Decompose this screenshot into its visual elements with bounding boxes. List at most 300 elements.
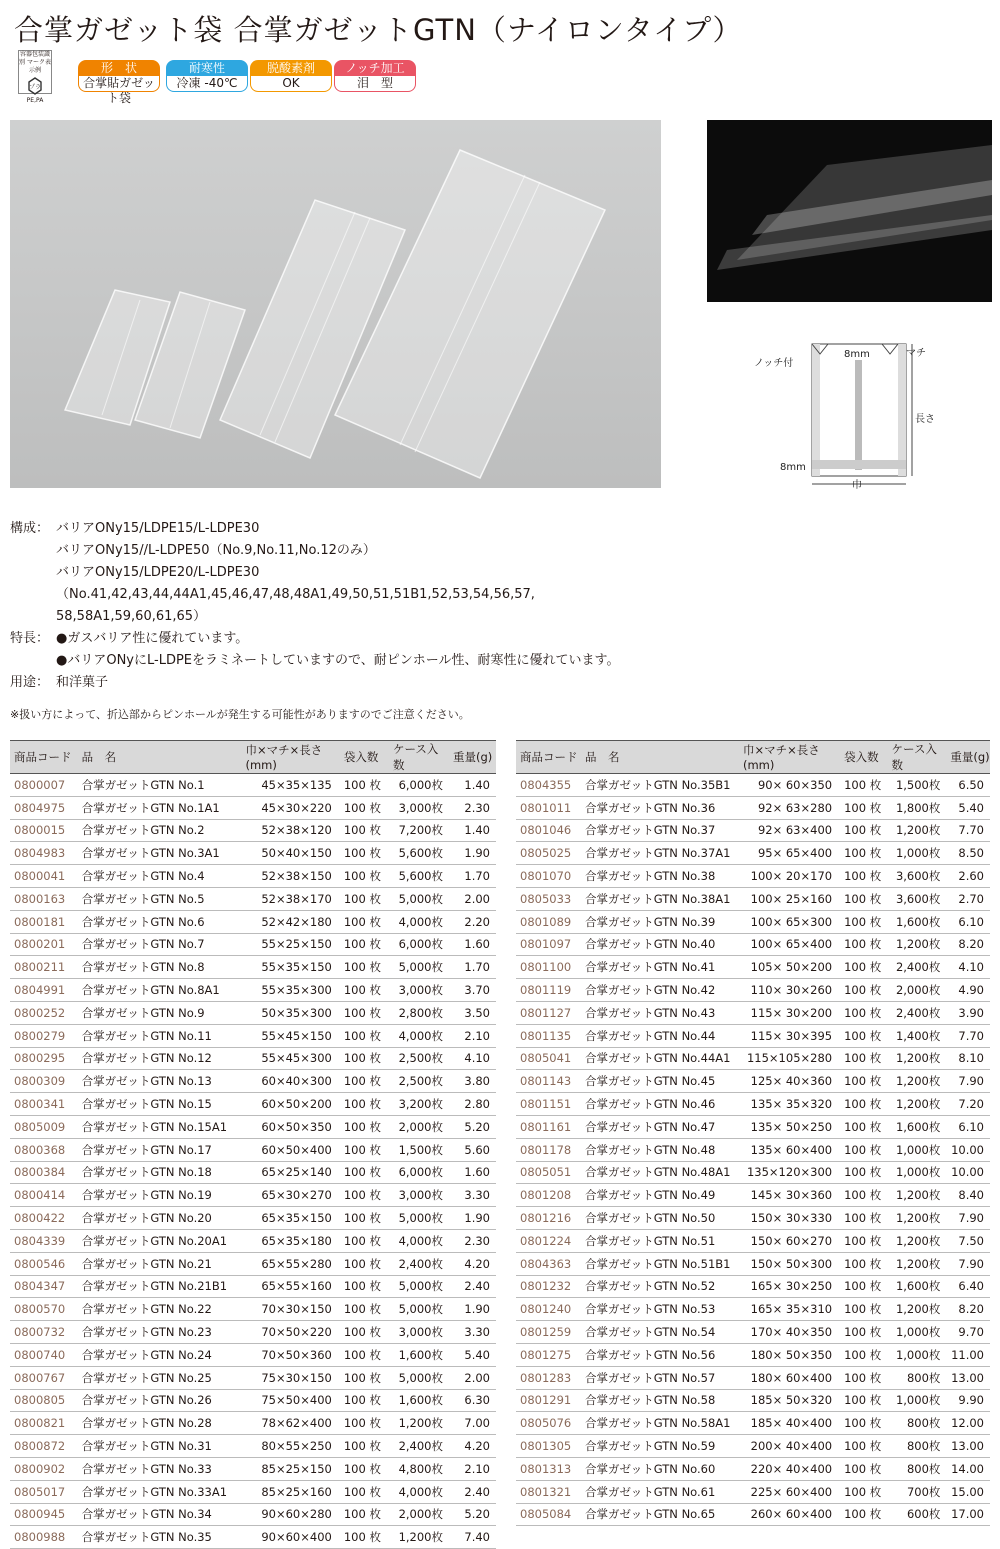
bag-count: 100 枚: [340, 933, 389, 956]
case-count: 1,400枚: [888, 1024, 947, 1047]
product-name: 合掌ガゼットGTN No.21B1: [78, 1275, 242, 1298]
product-name: 合掌ガゼットGTN No.25: [78, 1366, 242, 1389]
table-row: [10, 1093, 496, 1116]
case-count: 2,400枚: [888, 1001, 947, 1024]
product-size: 105× 50×200: [739, 956, 840, 979]
case-count: 3,000枚: [389, 1321, 449, 1344]
case-count: 700枚: [888, 1480, 947, 1503]
product-code: 0800570: [10, 1298, 78, 1321]
column-header: 袋入数: [340, 741, 389, 774]
product-weight: 2.60: [946, 865, 990, 888]
product-weight: 1.60: [449, 933, 496, 956]
diagram-width-label: 巾: [852, 480, 862, 490]
case-count: 1,000枚: [888, 1343, 947, 1366]
product-code: 0801224: [516, 1229, 581, 1252]
product-photo: [10, 120, 661, 488]
product-code: 0801178: [516, 1138, 581, 1161]
product-code: 0800422: [10, 1207, 78, 1230]
product-size: 92× 63×400: [739, 819, 840, 842]
bag-count: 100 枚: [340, 910, 389, 933]
product-name: 合掌ガゼットGTN No.13: [78, 1070, 242, 1093]
usage-label: 用途：: [10, 675, 50, 690]
product-name: 合掌ガゼットGTN No.31: [78, 1435, 242, 1458]
table-row: [516, 774, 990, 797]
product-code: 0801291: [516, 1389, 581, 1412]
bag-count: 100 枚: [340, 842, 389, 865]
product-code: 0805033: [516, 887, 581, 910]
case-count: 4,000枚: [389, 1480, 449, 1503]
product-code: 0801208: [516, 1184, 581, 1207]
product-code: 0800767: [10, 1366, 78, 1389]
product-name: 合掌ガゼットGTN No.58: [581, 1389, 739, 1412]
table-row: [10, 1024, 496, 1047]
product-size: 55×35×150: [241, 956, 339, 979]
product-size: 200× 40×400: [739, 1435, 840, 1458]
case-count: 5,000枚: [389, 1298, 449, 1321]
product-code: 0800309: [10, 1070, 78, 1093]
case-count: 1,200枚: [888, 1047, 947, 1070]
product-size: 185× 50×320: [739, 1389, 840, 1412]
product-name: 合掌ガゼットGTN No.18: [78, 1161, 242, 1184]
case-count: 2,400枚: [888, 956, 947, 979]
product-code: 0801161: [516, 1115, 581, 1138]
case-count: 3,000枚: [389, 1184, 449, 1207]
product-name: 合掌ガゼットGTN No.38: [581, 865, 739, 888]
bag-count: 100 枚: [840, 796, 887, 819]
product-size: 50×40×150: [241, 842, 339, 865]
feature-line: ●バリアONyにL-LDPEをラミネートしていますので、耐ピンホール性、耐寒性に優れています。: [56, 653, 620, 668]
case-count: 5,000枚: [389, 956, 449, 979]
product-weight: 6.30: [449, 1389, 496, 1412]
column-header: 袋入数: [840, 741, 887, 774]
bag-count: 100 枚: [840, 1115, 887, 1138]
bag-count: 100 枚: [840, 1298, 887, 1321]
product-weight: 6.40: [946, 1275, 990, 1298]
composition-line: バリアONy15/LDPE15/L-LDPE30: [56, 521, 260, 536]
product-code: 0800546: [10, 1252, 78, 1275]
product-size: 135× 35×320: [739, 1093, 840, 1116]
product-code: 0800740: [10, 1343, 78, 1366]
spec-badge-label: 脱酸素剤: [250, 60, 332, 76]
product-code: 0800988: [10, 1526, 78, 1549]
column-header: 商品コード: [516, 741, 581, 774]
product-code: 0800181: [10, 910, 78, 933]
table-row: [10, 979, 496, 1002]
bag-count: 100 枚: [340, 979, 389, 1002]
bag-count: 100 枚: [340, 1503, 389, 1526]
product-weight: 10.00: [946, 1161, 990, 1184]
product-code: 0800414: [10, 1184, 78, 1207]
bag-count: 100 枚: [840, 774, 887, 797]
product-weight: 2.30: [449, 796, 496, 819]
product-name: 合掌ガゼットGTN No.37A1: [581, 842, 739, 865]
product-code: 0801305: [516, 1435, 581, 1458]
table-row: [10, 956, 496, 979]
product-name: 合掌ガゼットGTN No.48A1: [581, 1161, 739, 1184]
product-code: 0801143: [516, 1070, 581, 1093]
table-row: [10, 933, 496, 956]
product-code: 0804975: [10, 796, 78, 819]
table-row: [10, 1252, 496, 1275]
product-name: 合掌ガゼットGTN No.8: [78, 956, 242, 979]
product-weight: 13.00: [946, 1435, 990, 1458]
table-row: [516, 1457, 990, 1480]
product-size: 70×30×150: [241, 1298, 339, 1321]
product-size: 65×55×160: [241, 1275, 339, 1298]
bag-count: 100 枚: [340, 1070, 389, 1093]
column-header: 品 名: [581, 741, 739, 774]
product-size: 50×35×300: [241, 1001, 339, 1024]
product-weight: 4.10: [449, 1047, 496, 1070]
recycle-mark: [18, 50, 52, 104]
diagram-seal-width: 8mm: [780, 462, 806, 473]
product-code: 0805025: [516, 842, 581, 865]
usage-value: 和洋菓子: [56, 675, 109, 690]
product-size: 70×50×220: [241, 1321, 339, 1344]
product-weight: 7.00: [449, 1412, 496, 1435]
product-size: 180× 60×400: [739, 1366, 840, 1389]
product-size: 52×42×180: [241, 910, 339, 933]
bag-count: 100 枚: [340, 1138, 389, 1161]
product-size: 70×50×360: [241, 1343, 339, 1366]
product-size: 150× 50×300: [739, 1252, 840, 1275]
product-size: 115× 30×200: [739, 1001, 840, 1024]
product-size: 165× 35×310: [739, 1298, 840, 1321]
product-weight: 5.40: [449, 1343, 496, 1366]
product-name: 合掌ガゼットGTN No.11: [78, 1024, 242, 1047]
spec-badge-label: 形 状: [78, 60, 160, 76]
product-weight: 1.90: [449, 1298, 496, 1321]
page-title: 合掌ガゼット袋 合掌ガゼットGTN（ナイロンタイプ）: [14, 13, 743, 47]
column-header: ケース入数: [888, 741, 947, 774]
spec-badge-value: 合掌貼ガゼット袋: [78, 76, 160, 92]
product-name: 合掌ガゼットGTN No.4: [78, 865, 242, 888]
product-code: 0801135: [516, 1024, 581, 1047]
product-size: 110× 30×260: [739, 979, 840, 1002]
bag-count: 100 枚: [840, 1161, 887, 1184]
bag-count: 100 枚: [840, 1343, 887, 1366]
bag-count: 100 枚: [840, 1503, 887, 1526]
case-count: 800枚: [888, 1412, 947, 1435]
product-name: 合掌ガゼットGTN No.7: [78, 933, 242, 956]
table-row: [10, 1389, 496, 1412]
product-name: 合掌ガゼットGTN No.35B1: [581, 774, 739, 797]
table-row: [516, 1138, 990, 1161]
table-row: [516, 1093, 990, 1116]
bag-count: 100 枚: [340, 1480, 389, 1503]
product-weight: 11.00: [946, 1343, 990, 1366]
case-count: 1,600枚: [888, 1115, 947, 1138]
case-count: 1,200枚: [888, 1184, 947, 1207]
product-code: 0804363: [516, 1252, 581, 1275]
case-count: 1,200枚: [888, 1093, 947, 1116]
product-name: 合掌ガゼットGTN No.49: [581, 1184, 739, 1207]
product-name: 合掌ガゼットGTN No.41: [581, 956, 739, 979]
product-size: 170× 40×350: [739, 1321, 840, 1344]
table-row: [10, 1457, 496, 1480]
bag-count: 100 枚: [340, 819, 389, 842]
product-name: 合掌ガゼットGTN No.15: [78, 1093, 242, 1116]
product-weight: 2.40: [449, 1275, 496, 1298]
product-code: 0804355: [516, 774, 581, 797]
product-size: 75×50×400: [241, 1389, 339, 1412]
spec-badge-label: ノッチ加工: [334, 60, 416, 76]
table-row: [10, 1115, 496, 1138]
product-code: 0804983: [10, 842, 78, 865]
product-weight: 8.10: [946, 1047, 990, 1070]
product-weight: 1.40: [449, 819, 496, 842]
case-count: 3,000枚: [389, 796, 449, 819]
case-count: 3,600枚: [888, 865, 947, 888]
bag-count: 100 枚: [840, 1138, 887, 1161]
diagram-gusset-width: 8mm: [844, 349, 870, 360]
product-weight: 15.00: [946, 1480, 990, 1503]
table-row: [10, 887, 496, 910]
table-row: [10, 1412, 496, 1435]
table-row: [516, 1343, 990, 1366]
bag-count: 100 枚: [840, 1366, 887, 1389]
product-code: 0800295: [10, 1047, 78, 1070]
product-name: 合掌ガゼットGTN No.21: [78, 1252, 242, 1275]
case-count: 5,000枚: [389, 1275, 449, 1298]
bag-count: 100 枚: [340, 1252, 389, 1275]
product-size: 85×25×150: [241, 1457, 339, 1480]
spec-badge-label: 耐寒性: [166, 60, 248, 76]
product-size: 225× 60×400: [739, 1480, 840, 1503]
product-name: 合掌ガゼットGTN No.51: [581, 1229, 739, 1252]
product-name: 合掌ガゼットGTN No.45: [581, 1070, 739, 1093]
product-name: 合掌ガゼットGTN No.43: [581, 1001, 739, 1024]
product-code: 0800015: [10, 819, 78, 842]
product-size: 100× 25×160: [739, 887, 840, 910]
case-count: 2,000枚: [389, 1115, 449, 1138]
bag-count: 100 枚: [840, 1457, 887, 1480]
table-row: [10, 1047, 496, 1070]
table-row: [516, 1161, 990, 1184]
product-weight: 7.70: [946, 1024, 990, 1047]
product-weight: 7.90: [946, 1207, 990, 1230]
product-size: 65×55×280: [241, 1252, 339, 1275]
bag-count: 100 枚: [340, 1389, 389, 1412]
product-weight: 3.80: [449, 1070, 496, 1093]
diagram-length-label: 長さ: [915, 414, 935, 425]
product-name: 合掌ガゼットGTN No.20: [78, 1207, 242, 1230]
product-weight: 1.70: [449, 865, 496, 888]
case-count: 1,000枚: [888, 1389, 947, 1412]
product-name: 合掌ガゼットGTN No.40: [581, 933, 739, 956]
product-name: 合掌ガゼットGTN No.17: [78, 1138, 242, 1161]
table-row: [516, 1229, 990, 1252]
product-size: 90×60×400: [241, 1526, 339, 1549]
product-weight: 2.00: [449, 887, 496, 910]
bag-dimension-diagram: [752, 330, 942, 490]
bag-count: 100 枚: [340, 1207, 389, 1230]
bag-count: 100 枚: [340, 1366, 389, 1389]
product-weight: 5.20: [449, 1115, 496, 1138]
product-size: 115×105×280: [739, 1047, 840, 1070]
product-weight: 8.40: [946, 1184, 990, 1207]
detail-photo: [707, 120, 992, 302]
bag-count: 100 枚: [840, 979, 887, 1002]
product-weight: 2.70: [946, 887, 990, 910]
product-weight: 3.90: [946, 1001, 990, 1024]
product-size: 185× 40×400: [739, 1412, 840, 1435]
product-name: 合掌ガゼットGTN No.36: [581, 796, 739, 819]
product-weight: 3.30: [449, 1184, 496, 1207]
table-row: [10, 1503, 496, 1526]
bag-count: 100 枚: [340, 1298, 389, 1321]
bag-count: 100 枚: [840, 1480, 887, 1503]
table-row: [10, 1321, 496, 1344]
case-count: 1,200枚: [888, 1207, 947, 1230]
bag-count: 100 枚: [840, 1024, 887, 1047]
bag-count: 100 枚: [340, 1184, 389, 1207]
bag-count: 100 枚: [840, 887, 887, 910]
table-row: [516, 1115, 990, 1138]
recycle-mark-caption: 容器包装識別 マーク表示例: [19, 51, 51, 74]
product-code: 0805076: [516, 1412, 581, 1435]
bag-count: 100 枚: [840, 1047, 887, 1070]
case-count: 4,000枚: [389, 1024, 449, 1047]
bag-top-closeup: [707, 120, 992, 302]
product-size: 150× 30×330: [739, 1207, 840, 1230]
product-weight: 10.00: [946, 1138, 990, 1161]
product-weight: 5.20: [449, 1503, 496, 1526]
table-row: [10, 842, 496, 865]
table-row: [516, 1252, 990, 1275]
product-name: 合掌ガゼットGTN No.2: [78, 819, 242, 842]
product-name: 合掌ガゼットGTN No.44A1: [581, 1047, 739, 1070]
product-name: 合掌ガゼットGTN No.28: [78, 1412, 242, 1435]
case-count: 800枚: [888, 1435, 947, 1458]
table-header: [516, 741, 990, 774]
bag-count: 100 枚: [840, 1252, 887, 1275]
product-name: 合掌ガゼットGTN No.1A1: [78, 796, 242, 819]
product-size: 55×25×150: [241, 933, 339, 956]
product-name: 合掌ガゼットGTN No.50: [581, 1207, 739, 1230]
product-name: 合掌ガゼットGTN No.5: [78, 887, 242, 910]
product-code: 0801321: [516, 1480, 581, 1503]
column-header: 重量(g): [946, 741, 990, 774]
bag-count: 100 枚: [840, 865, 887, 888]
product-size: 78×62×400: [241, 1412, 339, 1435]
bag-count: 100 枚: [840, 1001, 887, 1024]
case-count: 1,000枚: [888, 842, 947, 865]
product-weight: 17.00: [946, 1503, 990, 1526]
product-size: 180× 50×350: [739, 1343, 840, 1366]
spec-badge: [78, 60, 160, 105]
product-name: 合掌ガゼットGTN No.12: [78, 1047, 242, 1070]
product-code: 0801259: [516, 1321, 581, 1344]
product-weight: 1.70: [449, 956, 496, 979]
product-size: 65×30×270: [241, 1184, 339, 1207]
table-row: [516, 956, 990, 979]
product-code: 0801151: [516, 1093, 581, 1116]
product-code: 0801283: [516, 1366, 581, 1389]
case-count: 1,000枚: [888, 1321, 947, 1344]
table-row: [516, 1412, 990, 1435]
table-row: [516, 887, 990, 910]
case-count: 3,200枚: [389, 1093, 449, 1116]
product-weight: 9.90: [946, 1389, 990, 1412]
table-row: [10, 1229, 496, 1252]
case-count: 2,800枚: [389, 1001, 449, 1024]
bag-count: 100 枚: [340, 1526, 389, 1549]
product-weight: 7.20: [946, 1093, 990, 1116]
product-size: 80×55×250: [241, 1435, 339, 1458]
product-name: 合掌ガゼットGTN No.52: [581, 1275, 739, 1298]
product-code: 0800872: [10, 1435, 78, 1458]
product-code: 0800163: [10, 887, 78, 910]
product-size: 75×30×150: [241, 1366, 339, 1389]
bag-count: 100 枚: [340, 1275, 389, 1298]
bag-count: 100 枚: [840, 1275, 887, 1298]
product-name: 合掌ガゼットGTN No.39: [581, 910, 739, 933]
case-count: 6,000枚: [389, 933, 449, 956]
product-name: 合掌ガゼットGTN No.6: [78, 910, 242, 933]
product-code: 0800732: [10, 1321, 78, 1344]
bag-count: 100 枚: [840, 910, 887, 933]
case-count: 5,600枚: [389, 865, 449, 888]
product-size: 145× 30×360: [739, 1184, 840, 1207]
case-count: 1,500枚: [888, 774, 947, 797]
bag-count: 100 枚: [340, 1115, 389, 1138]
composition-line: 58,58A1,59,60,61,65）: [56, 609, 207, 624]
bag-count: 100 枚: [340, 774, 389, 797]
product-code: 0804991: [10, 979, 78, 1002]
column-header: 品 名: [78, 741, 242, 774]
product-name: 合掌ガゼットGTN No.57: [581, 1366, 739, 1389]
case-count: 4,000枚: [389, 1229, 449, 1252]
feature-line: ●ガスバリア性に優れています。: [56, 631, 249, 646]
table-row: [516, 1480, 990, 1503]
product-code: 0801216: [516, 1207, 581, 1230]
product-code: 0800007: [10, 774, 78, 797]
product-code: 0801089: [516, 910, 581, 933]
product-weight: 2.20: [449, 910, 496, 933]
product-name: 合掌ガゼットGTN No.26: [78, 1389, 242, 1412]
bag-count: 100 枚: [840, 1321, 887, 1344]
product-weight: 7.70: [946, 819, 990, 842]
diagram-notch-label: ノッチ付: [754, 358, 794, 369]
product-name: 合掌ガゼットGTN No.53: [581, 1298, 739, 1321]
product-weight: 2.10: [449, 1024, 496, 1047]
table-row: [516, 1321, 990, 1344]
table-row: [10, 1138, 496, 1161]
bags-illustration: [10, 120, 661, 488]
product-size: 100× 65×300: [739, 910, 840, 933]
bag-count: 100 枚: [840, 1435, 887, 1458]
product-code: 0800211: [10, 956, 78, 979]
column-header: 巾×マチ×長さ(mm): [739, 741, 840, 774]
table-row: [516, 1001, 990, 1024]
product-size: 60×50×350: [241, 1115, 339, 1138]
bag-count: 100 枚: [340, 1047, 389, 1070]
product-name: 合掌ガゼットGTN No.35: [78, 1526, 242, 1549]
product-code: 0805051: [516, 1161, 581, 1184]
product-code: 0801100: [516, 956, 581, 979]
product-size: 90×60×280: [241, 1503, 339, 1526]
product-size: 60×50×400: [241, 1138, 339, 1161]
case-count: 1,200枚: [888, 1298, 947, 1321]
product-name: 合掌ガゼットGTN No.22: [78, 1298, 242, 1321]
case-count: 1,000枚: [888, 1138, 947, 1161]
product-size: 135×120×300: [739, 1161, 840, 1184]
bag-count: 100 枚: [840, 1412, 887, 1435]
product-size: 125× 40×360: [739, 1070, 840, 1093]
product-size: 55×35×300: [241, 979, 339, 1002]
case-count: 1,200枚: [888, 1252, 947, 1275]
